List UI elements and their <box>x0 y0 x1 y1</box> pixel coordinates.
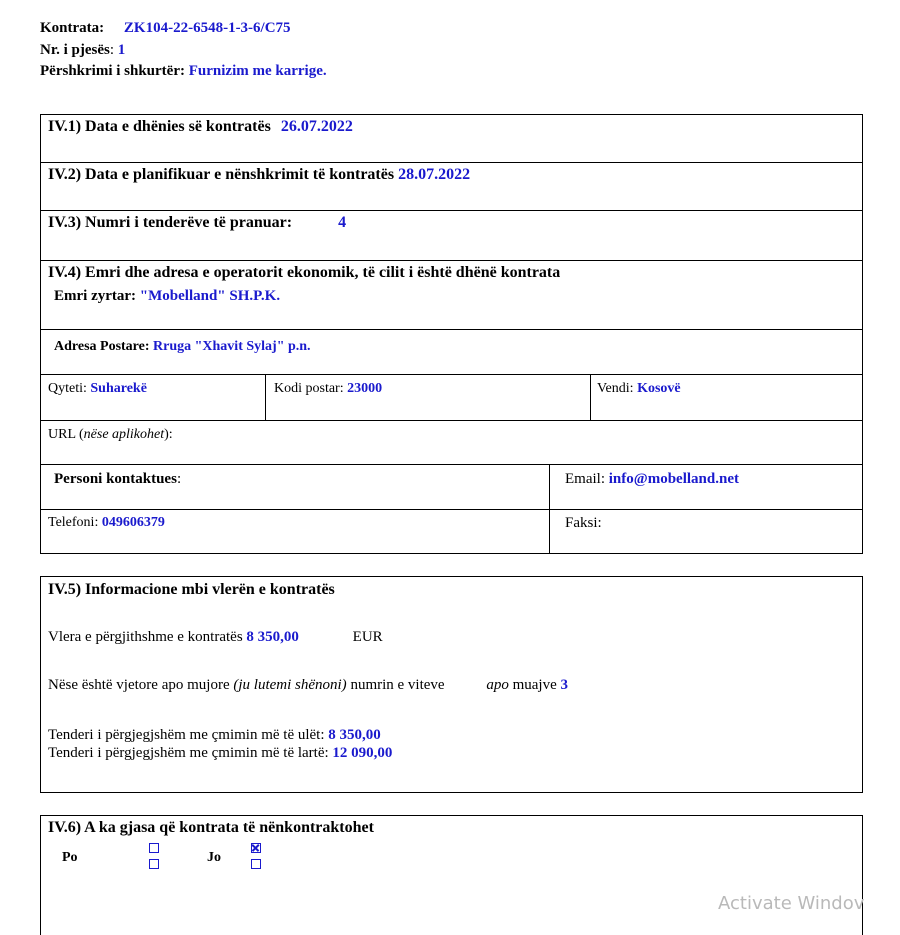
total-value-amount: 8 350,00 <box>246 629 299 645</box>
highest-tender-row <box>48 745 392 762</box>
duration-note: (ju lutemi shënoni) <box>233 677 347 693</box>
short-description-label: Përshkrimi i shkurtër: <box>40 63 185 79</box>
part-number: 1 <box>117 42 126 58</box>
signing-date-label: IV.2) Data e planifikuar e nënshkrimit të kontratës <box>48 166 395 183</box>
short-description-line <box>40 63 327 80</box>
award-date-value: 26.07.2022 <box>280 118 353 135</box>
award-date-label: IV.1) Data e dhënies së kontratës <box>48 118 271 135</box>
yes-checkbox-top[interactable] <box>149 843 159 853</box>
signing-date-value: 28.07.2022 <box>398 166 471 183</box>
country-cell <box>597 381 681 397</box>
colon: : <box>144 339 150 354</box>
part-colon: : <box>109 42 115 58</box>
no-checkbox[interactable] <box>251 859 261 869</box>
yes-checkbox[interactable] <box>149 859 159 869</box>
divider <box>40 210 863 211</box>
tenders-count-value: 4 <box>338 214 347 231</box>
section-iv4-title: IV.4) Emri dhe adresa e operatorit ekonomik, të cilit i është dhënë kontrata <box>48 264 561 281</box>
months-label: muajve <box>512 677 557 693</box>
total-value-label: Vlera e përgjithshme e kontratës <box>48 629 243 645</box>
contact-person-label: Personi kontaktues <box>54 471 177 487</box>
email-value[interactable]: info@mobelland.net <box>608 471 739 487</box>
postal-code-cell <box>274 381 382 397</box>
total-value-row <box>48 629 383 646</box>
contract-line <box>40 20 291 37</box>
divider <box>590 374 591 420</box>
colon: : <box>131 288 137 304</box>
official-name-label: Emri zyrtar <box>54 288 132 304</box>
postal-code-value: 23000 <box>347 381 383 396</box>
short-description-value: Furnizim me karrige. <box>188 63 327 79</box>
url-row <box>48 427 173 443</box>
tenders-count-label: IV.3) Numri i tenderëve të pranuar: <box>48 214 293 231</box>
lowest-tender-label: Tenderi i përgjegjshëm me çmimin më të ulët: <box>48 727 325 743</box>
city-label: Qyteti: <box>48 381 87 396</box>
divider <box>40 260 863 261</box>
postal-address-value: Rruga "Xhavit Sylaj" p.n. <box>153 339 311 354</box>
postal-address-row <box>54 339 311 355</box>
official-name-row <box>54 288 280 305</box>
url-end: ): <box>164 427 173 442</box>
divider <box>40 329 863 330</box>
section-iv6-title: IV.6) A ka gjasa që kontrata të nënkontraktohet <box>48 819 374 836</box>
lowest-tender-value: 8 350,00 <box>328 727 381 743</box>
url-note: nëse aplikohet <box>83 427 165 442</box>
url-label: URL ( <box>48 427 84 442</box>
city-value: Suharekë <box>90 381 147 396</box>
colon: : <box>176 471 182 487</box>
official-name-value: "Mobelland" SH.P.K. <box>139 288 281 304</box>
divider <box>549 464 550 554</box>
no-label: Jo <box>207 850 221 865</box>
email-cell <box>565 471 739 488</box>
divider <box>40 420 863 421</box>
country-label: Vendi: <box>597 381 634 396</box>
part-line <box>40 42 125 59</box>
section-iv1 <box>48 118 353 136</box>
duration-row <box>48 677 568 694</box>
divider <box>40 162 863 163</box>
divider <box>265 374 266 420</box>
divider <box>40 464 863 465</box>
divider <box>40 509 863 510</box>
contract-label: Kontrata: <box>40 20 105 36</box>
contact-person-cell <box>54 471 181 488</box>
fax-label: Faksi: <box>565 515 602 531</box>
fax-cell <box>565 515 602 532</box>
yes-label: Po <box>62 850 78 865</box>
email-label: Email: <box>565 471 605 487</box>
or-text: apo <box>486 677 509 693</box>
no-checkbox-checked[interactable] <box>251 843 261 853</box>
divider <box>40 374 863 375</box>
activation-watermark: Activate Windov <box>718 893 865 914</box>
contract-number: ZK104-22-6548-1-3-6/C75 <box>123 20 291 36</box>
highest-tender-label: Tenderi i përgjegjshëm me çmimin më të lartë: <box>48 745 329 761</box>
duration-text: Nëse është vjetore apo mujore <box>48 677 230 693</box>
section-iv3 <box>48 214 346 232</box>
part-label: Nr. i pjesës <box>40 42 110 58</box>
lowest-tender-row <box>48 727 381 744</box>
postal-address-label: Adresa Postare <box>54 339 145 354</box>
phone-value: 049606379 <box>101 515 165 530</box>
duration-tail: numrin e viteve <box>350 677 445 693</box>
postal-code-label: Kodi postar: <box>274 381 344 396</box>
section-iv2 <box>48 166 470 184</box>
months-value: 3 <box>560 677 568 693</box>
city-cell <box>48 381 147 397</box>
phone-cell <box>48 515 165 531</box>
highest-tender-value: 12 090,00 <box>332 745 393 761</box>
section-iv5-title: IV.5) Informacione mbi vlerën e kontratës <box>48 581 335 598</box>
country-value: Kosovë <box>637 381 681 396</box>
phone-label: Telefoni: <box>48 515 99 530</box>
currency: EUR <box>352 629 383 645</box>
